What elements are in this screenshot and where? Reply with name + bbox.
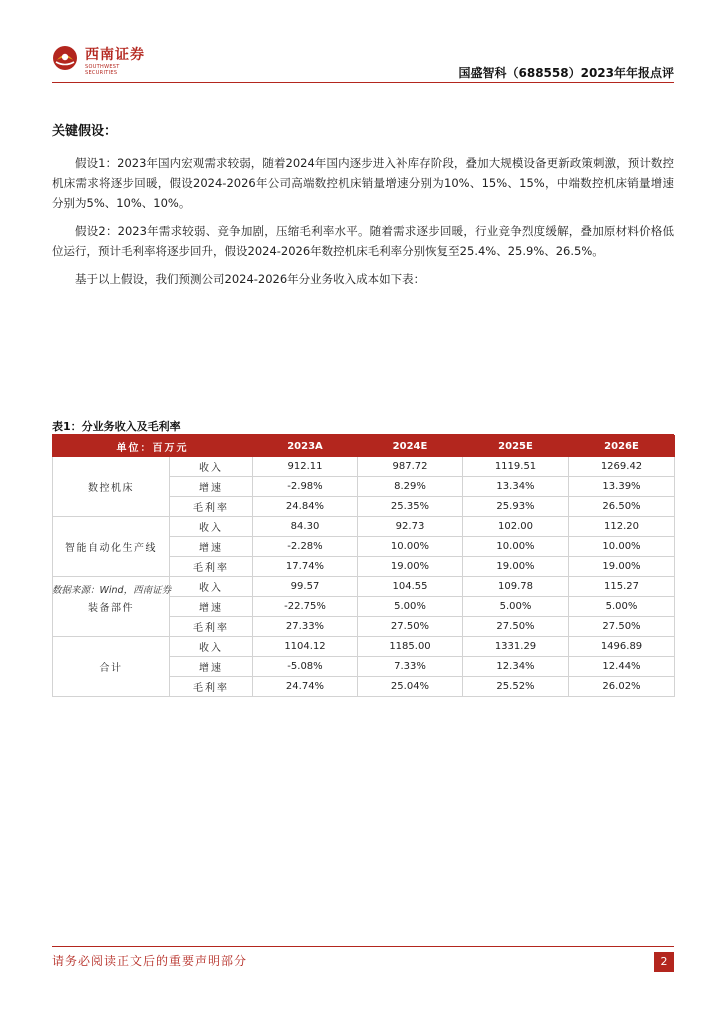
metric-label: 毛利率 bbox=[170, 677, 253, 697]
metric-label: 毛利率 bbox=[170, 617, 253, 637]
table-cell: 1269.42 bbox=[569, 457, 675, 477]
table-cell: 8.29% bbox=[358, 477, 463, 497]
year-header: 2025E bbox=[463, 436, 569, 457]
table-cell: 1119.51 bbox=[463, 457, 569, 477]
table-cell: 1104.12 bbox=[253, 637, 358, 657]
segment-name: 合计 bbox=[53, 637, 170, 697]
table-cell: 102.00 bbox=[463, 517, 569, 537]
table-cell: 1185.00 bbox=[358, 637, 463, 657]
table-row bbox=[53, 517, 675, 537]
table-cell: 104.55 bbox=[358, 577, 463, 597]
page-number: 2 bbox=[654, 952, 674, 972]
logo-text-cn: 西南证券 bbox=[85, 47, 145, 63]
table-cell: 27.50% bbox=[463, 617, 569, 637]
company-logo bbox=[52, 42, 152, 76]
footer-disclaimer: 请务必阅读正文后的重要声明部分 bbox=[52, 954, 248, 968]
table-cell: 19.00% bbox=[358, 557, 463, 577]
table-cell: 13.39% bbox=[569, 477, 675, 497]
table-cell: 109.78 bbox=[463, 577, 569, 597]
segment-revenue-table bbox=[52, 435, 675, 697]
table-row bbox=[53, 637, 675, 657]
table-cell: 5.00% bbox=[569, 597, 675, 617]
table-cell: 24.84% bbox=[253, 497, 358, 517]
metric-label: 收入 bbox=[170, 517, 253, 537]
table-cell: 7.33% bbox=[358, 657, 463, 677]
table-cell: 25.93% bbox=[463, 497, 569, 517]
table-cell: 17.74% bbox=[253, 557, 358, 577]
table-cell: 26.50% bbox=[569, 497, 675, 517]
header-divider bbox=[52, 82, 674, 83]
table-cell: 25.52% bbox=[463, 677, 569, 697]
table-cell: 115.27 bbox=[569, 577, 675, 597]
table-cell: 912.11 bbox=[253, 457, 358, 477]
metric-label: 收入 bbox=[170, 577, 253, 597]
table-cell: 5.00% bbox=[358, 597, 463, 617]
metric-label: 增速 bbox=[170, 597, 253, 617]
table-cell: 10.00% bbox=[358, 537, 463, 557]
table-cell: 19.00% bbox=[569, 557, 675, 577]
table-cell: 24.74% bbox=[253, 677, 358, 697]
metric-label: 增速 bbox=[170, 657, 253, 677]
table-cell: 1331.29 bbox=[463, 637, 569, 657]
table-header-row bbox=[53, 436, 675, 457]
table-row bbox=[53, 457, 675, 477]
forecast-intro-paragraph: 基于以上假设，我们预测公司2024-2026年分业务收入成本如下表： bbox=[75, 272, 426, 286]
segment-name: 智能自动化生产线 bbox=[53, 517, 170, 577]
table-cell: 5.00% bbox=[463, 597, 569, 617]
table-cell: 987.72 bbox=[358, 457, 463, 477]
table-cell: -5.08% bbox=[253, 657, 358, 677]
logo-mark-icon bbox=[52, 45, 78, 71]
table-cell: 10.00% bbox=[463, 537, 569, 557]
year-header: 2023A bbox=[253, 436, 358, 457]
table-cell: 25.04% bbox=[358, 677, 463, 697]
table-cell: 27.50% bbox=[569, 617, 675, 637]
unit-header: 单位：百万元 bbox=[53, 436, 253, 457]
table-cell: 84.30 bbox=[253, 517, 358, 537]
year-header: 2024E bbox=[358, 436, 463, 457]
table-cell: 19.00% bbox=[463, 557, 569, 577]
footer-divider bbox=[52, 946, 674, 947]
table-cell: 25.35% bbox=[358, 497, 463, 517]
table-cell: 1496.89 bbox=[569, 637, 675, 657]
metric-label: 收入 bbox=[170, 637, 253, 657]
year-header: 2026E bbox=[569, 436, 675, 457]
segment-name: 装备部件 bbox=[53, 577, 170, 637]
table-cell: 12.44% bbox=[569, 657, 675, 677]
table-cell: 112.20 bbox=[569, 517, 675, 537]
metric-label: 收入 bbox=[170, 457, 253, 477]
metric-label: 毛利率 bbox=[170, 557, 253, 577]
segment-name: 数控机床 bbox=[53, 457, 170, 517]
table-caption: 表1：分业务收入及毛利率 bbox=[52, 420, 181, 433]
table-cell: -22.75% bbox=[253, 597, 358, 617]
table-cell: 27.33% bbox=[253, 617, 358, 637]
table-cell: 13.34% bbox=[463, 477, 569, 497]
assumption-1-paragraph: 假设1：2023年国内宏观需求较弱，随着2024年国内逐步进入补库存阶段，叠加大规模设备更新政策刺激，预计数控机床需求将逐步回暖，假设2024-2026年公司高端数控机床销量增速分别为10%、15%、15%，中端数控机床销量增速分别为5%、10%、10%。 bbox=[52, 156, 674, 210]
logo-text-en: SOUTHWEST SECURITIES bbox=[85, 64, 120, 76]
table-cell: 10.00% bbox=[569, 537, 675, 557]
table-cell: 27.50% bbox=[358, 617, 463, 637]
report-title: 国盛智科（688558）2023年年报点评 bbox=[458, 66, 674, 80]
table-cell: 99.57 bbox=[253, 577, 358, 597]
data-source-note: 数据来源：Wind，西南证券 bbox=[52, 585, 172, 596]
metric-label: 增速 bbox=[170, 477, 253, 497]
table-cell: 92.73 bbox=[358, 517, 463, 537]
metric-label: 毛利率 bbox=[170, 497, 253, 517]
page-header bbox=[52, 38, 674, 84]
metric-label: 增速 bbox=[170, 537, 253, 557]
table-cell: -2.98% bbox=[253, 477, 358, 497]
assumption-2-paragraph: 假设2：2023年需求较弱、竞争加剧，压缩毛利率水平。随着需求逐步回暖，行业竞争烈度缓解，叠加原材料价格低位运行，预计毛利率将逐步回升，假设2024-2026年数控机床毛利率分别恢复至25.4%、25.9%、26.5%。 bbox=[52, 224, 674, 258]
table-cell: -2.28% bbox=[253, 537, 358, 557]
main-content bbox=[52, 120, 674, 297]
section-title: 关键假设： bbox=[52, 124, 118, 139]
table-cell: 26.02% bbox=[569, 677, 675, 697]
table-cell: 12.34% bbox=[463, 657, 569, 677]
